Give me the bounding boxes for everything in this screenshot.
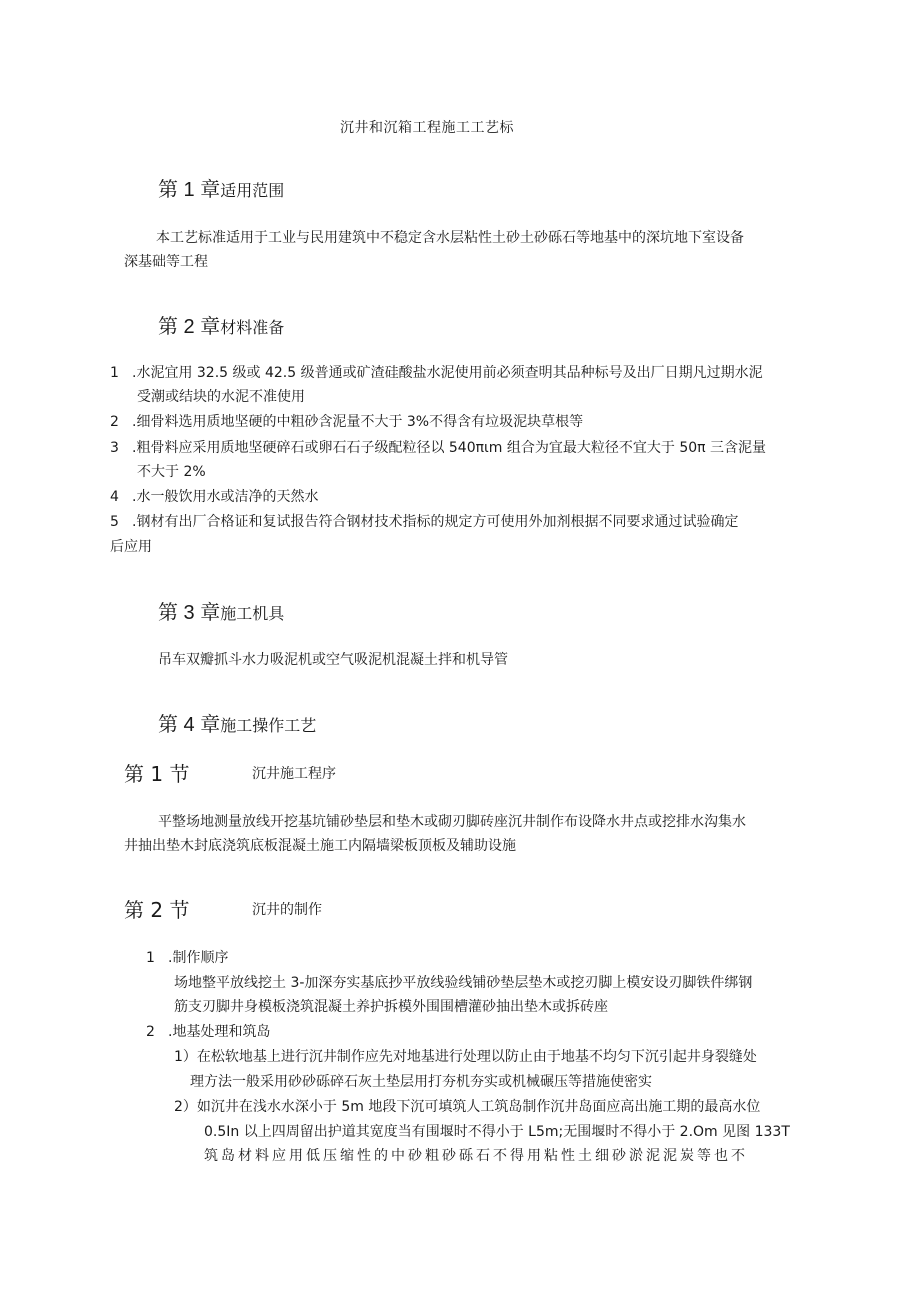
list-number: 1 bbox=[110, 365, 119, 381]
chapter-title: 施工操作工艺 bbox=[220, 716, 317, 735]
section-title: 沉井的制作 bbox=[252, 902, 322, 918]
sub-item-text: 如沉井在浅水水深小于 5m 地段下沉可填筑人工筑岛制作沉井岛面应高出施工期的最高水位 bbox=[196, 1099, 761, 1115]
list-text: .水一般饮用水或洁净的天然水 bbox=[132, 489, 319, 505]
material-item-3-continuation: 不大于 2% bbox=[137, 464, 206, 480]
sub-item-2 bbox=[174, 1095, 760, 1120]
production-item-1-line: 筋支刃脚井身模板浇筑混凝土养护拆模外围围槽灌砂抽出垫木或拆砖座 bbox=[174, 999, 608, 1015]
list-number: 3 bbox=[110, 440, 119, 456]
sub-item-text: 在松软地基上进行沉井制作应先对地基进行处理以防止由于地基不均匀下沉引起井身裂缝处 bbox=[196, 1049, 757, 1065]
chapter-4-heading bbox=[158, 708, 316, 737]
chapter-title: 适用范围 bbox=[220, 181, 285, 200]
material-item-2 bbox=[110, 410, 583, 435]
list-number: 2 bbox=[110, 414, 119, 430]
list-text: .水泥宜用 32.5 级或 42.5 级普通或矿渣硅酸盐水泥使用前必须查明其品种标号及出厂日期凡过期水泥 bbox=[132, 365, 763, 381]
list-text: .钢材有出厂合格证和复试报告符合钢材技术指标的规定方可使用外加剂根据不同要求通过试验确定 bbox=[132, 514, 739, 530]
sub-item-1-continuation: 理方法一般采用砂砂砾碎石灰土垫层用打夯机夯实或机械碾压等措施使密实 bbox=[190, 1074, 652, 1090]
list-text: .粗骨料应采用质地坚硬碎石或卵石石子级配粒径以 540πιm 组合为宜最大粒径不宜大于 50π 三含泥量 bbox=[132, 440, 767, 456]
section-1-paragraph-line: 井抽出垫木封底浇筑底板混凝土施工内隔墙梁板顶板及辅助设施 bbox=[124, 838, 516, 854]
document-title: 沉井和沉箱工程施工工艺标 bbox=[340, 120, 514, 136]
list-text: .细骨料选用质地坚硬的中粗砂含泥量不大于 3%不得含有垃圾泥块草根等 bbox=[132, 414, 584, 430]
section-title: 沉井施工程序 bbox=[252, 766, 336, 782]
material-item-5-continuation: 后应用 bbox=[110, 539, 152, 555]
sub-item-2-continuation: 筑岛材料应用低压缩性的中砂粗砂砾石不得用粘性土细砂淤泥泥炭等也不 bbox=[204, 1148, 748, 1164]
chapter-1-paragraph-line: 本工艺标准适用于工业与民用建筑中不稳定含水层粘性土砂土砂砾石等地基中的深坑地下室设备 bbox=[156, 230, 744, 246]
production-item-1-heading bbox=[146, 946, 228, 971]
chapter-number: 第 4 章 bbox=[158, 714, 221, 736]
chapter-3-paragraph: 吊车双瓣抓斗水力吸泥机或空气吸泥机混凝土拌和机导管 bbox=[158, 652, 508, 668]
section-number: 第 1 节 bbox=[124, 762, 190, 786]
chapter-2-heading bbox=[158, 310, 284, 339]
list-number: 1 bbox=[146, 950, 155, 966]
list-heading: .制作顺序 bbox=[168, 950, 229, 966]
section-1-paragraph-line: 平整场地测量放线开挖基坑铺砂垫层和垫木或砌刃脚砖座沉井制作布设降水井点或挖排水沟集水 bbox=[158, 814, 746, 830]
chapter-3-heading bbox=[158, 596, 284, 625]
material-item-3 bbox=[110, 436, 766, 461]
list-number: 2 bbox=[146, 1024, 155, 1040]
material-item-5 bbox=[110, 510, 738, 535]
sub-item-number: 2） bbox=[174, 1099, 197, 1115]
sub-item-number: 1） bbox=[174, 1049, 197, 1065]
material-item-4 bbox=[110, 485, 318, 510]
production-item-1-line: 场地整平放线挖土 3-加深夯实基底抄平放线验线铺砂垫层垫木或挖刃脚上模安设刃脚铁件绑钢 bbox=[174, 975, 753, 991]
list-number: 4 bbox=[110, 489, 119, 505]
sub-item-1 bbox=[174, 1045, 757, 1070]
list-number: 5 bbox=[110, 514, 119, 530]
chapter-1-heading bbox=[158, 173, 284, 202]
chapter-number: 第 1 章 bbox=[158, 179, 221, 201]
production-item-2-heading bbox=[146, 1020, 270, 1045]
sub-item-2-continuation: 0.5In 以上四周留出护道其宽度当有围堰时不得小于 L5m;无围堰时不得小于 2.Om 见图 133T bbox=[204, 1124, 790, 1140]
chapter-title: 材料准备 bbox=[220, 318, 285, 337]
material-item-1 bbox=[110, 361, 763, 386]
chapter-title: 施工机具 bbox=[220, 604, 285, 623]
list-heading: .地基处理和筑岛 bbox=[168, 1024, 271, 1040]
chapter-number: 第 2 章 bbox=[158, 316, 221, 338]
section-2-heading bbox=[124, 894, 322, 923]
section-number: 第 2 节 bbox=[124, 898, 190, 922]
material-item-1-continuation: 受潮或结块的水泥不准使用 bbox=[137, 389, 305, 405]
chapter-number: 第 3 章 bbox=[158, 602, 221, 624]
chapter-1-paragraph-line: 深基础等工程 bbox=[124, 254, 208, 270]
section-1-heading bbox=[124, 758, 336, 787]
